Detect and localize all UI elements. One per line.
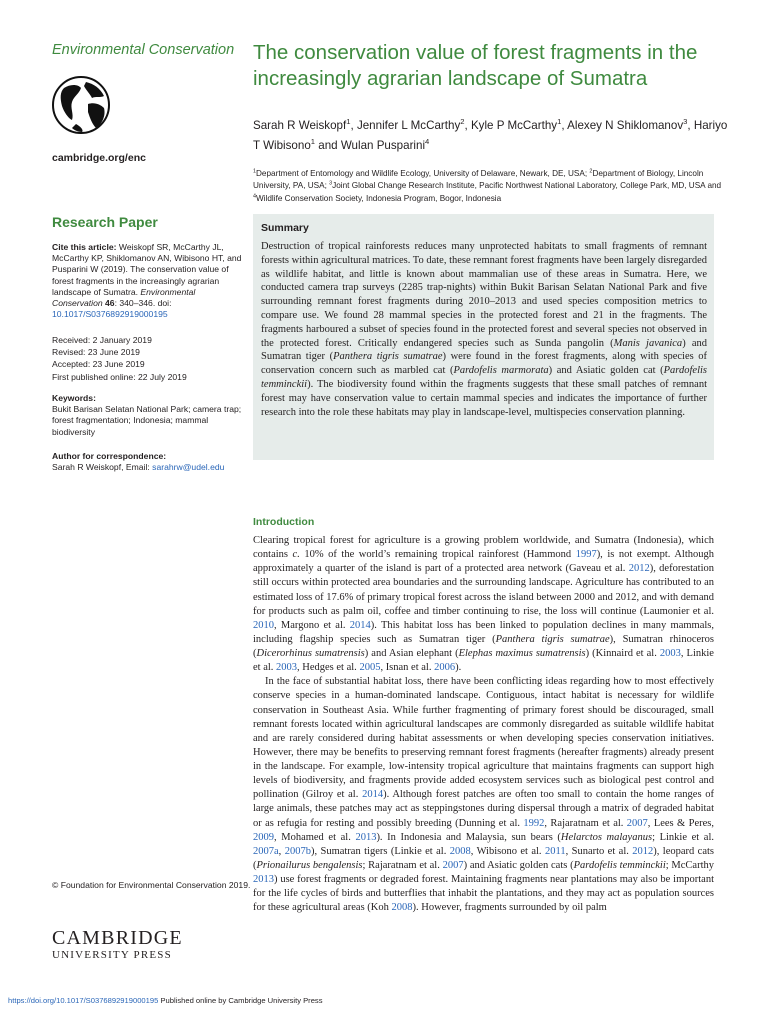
italic-text: Panthera tigris sumatrae: [495, 633, 610, 645]
cite-pages: : 340–346. doi:: [114, 298, 172, 309]
text-run: ,: [278, 845, 285, 857]
summary-text: [261, 240, 707, 419]
author-separator: ,: [687, 119, 694, 132]
citation-link[interactable]: 2014: [362, 789, 384, 801]
author-affiliation-marker: 3: [683, 117, 688, 127]
introduction-paragraph: [253, 675, 714, 915]
cite-text: Weiskopf SR, McCarthy JL, McCarthy KP, Shiklomanov AN, Wibisono HT, and Pusparini W (2019). The conservation value of forest fragments in the increasingly agrarian landscape of Sumatra.: [52, 242, 242, 297]
text-run: ), leopard cats (: [253, 845, 714, 871]
citation-link[interactable]: 2010: [253, 619, 274, 631]
date-revised: Revised: 23 June 2019: [52, 347, 140, 358]
citation-link[interactable]: 2006: [434, 662, 456, 674]
text-run: ) and Sumatran tiger (: [261, 337, 707, 363]
summary-box: [253, 214, 714, 460]
author-name: Hariyo T Wibisono: [253, 119, 728, 152]
cite-label: Cite this article:: [52, 242, 117, 252]
affiliation-text: Department of Biology, Lincoln University, PA, USA;: [253, 169, 704, 191]
text-run: 10% of the world’s remaining tropical rainforest (Hammond: [299, 549, 576, 561]
author-separator: ,: [350, 119, 357, 132]
footer: [8, 996, 323, 1005]
correspondence-label: Author for correspondence:: [52, 451, 167, 461]
citation-link[interactable]: 1992: [523, 817, 545, 829]
citation-link[interactable]: 2007b: [284, 845, 311, 857]
text-run: ; Linkie et al.: [652, 831, 715, 843]
italic-text: Dicerorhinus sumatrensis: [256, 648, 365, 659]
citation-block: [52, 242, 242, 320]
citation-link[interactable]: 2009: [253, 831, 274, 843]
affiliations: [253, 168, 723, 205]
text-run: ), deforestation still occurs within protected area boundaries and the surrounding landscape. Agriculture has contributed to an estimated loss of 17.6% of primary tropical forest across the island between 2000 and 2012, and with demand for products such as palm oil, coffee and timber continuing to rise, the loss will continue (Laumonier et al.: [253, 563, 715, 617]
affiliation-text: Department of Entomology and Wildlife Ecology, University of Delaware, Newark, DE, USA;: [256, 169, 590, 178]
introduction-paragraph: [253, 534, 714, 675]
text-run: Destruction of tropical rainforests reduces many unprotected habitats to small fragments of remnant forests within agricultural matrices. To date, these remnant forest fragments have been largely disregarded as wildlife habitat, and little is known about mammalian use of these areas in Sumatra. Here, we conducted camera trap surveys (2285 trap-nights) within Bukit Barisan Selatan National Park and five surrounding remnant forest fragments during 2010–2013 and used species composition metrics to compare use. We found 28 mammal species in the protected forest and 21 in the fragments. The fragments harboured a subset of species found in the protected forest and several species not observed in the protected forest. Critically endangered species such as Sunda pangolin (: [261, 241, 707, 349]
citation-link[interactable]: 2007a: [253, 845, 279, 857]
text-run: , Rajaratnam et al.: [544, 817, 627, 829]
cite-volume: 46: [105, 298, 115, 309]
citation-link[interactable]: 2007: [442, 859, 464, 871]
citation-link[interactable]: 2005: [359, 662, 381, 674]
text-run: ), Sumatran tigers (Linkie et al.: [310, 845, 450, 857]
text-run: , Hedges et al.: [297, 662, 360, 674]
affiliation-number: 3: [329, 180, 333, 187]
keywords-block: [52, 393, 242, 438]
citation-link[interactable]: 2011: [544, 845, 566, 857]
text-run: ). In Indonesia and Malaysia, sun bears (: [376, 831, 561, 843]
author-name: Wulan Pusparini: [340, 139, 426, 152]
author-affiliation-marker: 2: [460, 117, 465, 127]
author-affiliation-marker: 1: [310, 137, 316, 147]
text-run: ) and Asiatic golden cat (: [548, 365, 664, 377]
summary-heading: Summary: [261, 222, 309, 234]
article-title: The conservation value of forest fragments in the increasingly agrarian landscape of Sumatra: [253, 41, 698, 90]
text-run: ). However, fragments surrounded by oil palm: [412, 902, 607, 914]
correspondence-name: Sarah R Weiskopf, Email:: [52, 462, 153, 473]
keywords-text: Bukit Barisan Selatan National Park; camera trap; forest fragmentation; Indonesia; mammal biodiversity: [52, 404, 242, 437]
italic-text: Pardofelis temminckii: [573, 859, 666, 871]
introduction-body: [253, 534, 714, 915]
citation-link[interactable]: 2013: [355, 831, 377, 843]
citation-link[interactable]: 1997: [575, 549, 597, 561]
citation-link[interactable]: 2003: [659, 648, 681, 659]
keywords-label: Keywords:: [52, 393, 96, 403]
italic-text: Pardofelis temminckii: [261, 365, 707, 390]
text-run: , Margono et al.: [274, 619, 350, 631]
italic-text: Pardofelis marmorata: [453, 365, 549, 377]
affiliation-text: Joint Global Change Research Institute, Pacific Northwest National Laboratory, College Park, MD, USA and: [332, 181, 722, 191]
author-name: Kyle P McCarthy: [470, 119, 558, 132]
author-affiliation-marker: 4: [425, 137, 430, 147]
text-run: In the face of substantial habitat loss, there have been conflicting ideas regarding how to most effectively conserve species in a human-dominated landscape. Contiguous, intact habitat is necessary for wildlife conservation in Southeast Asia. While further fragmenting of primary forest should be discouraged, small remnant forests located within agricultural landscapes are commonly disregarded as suitable wildlife habitat and are rarely considered during habitat assessments or when developing species conservation initiatives. However, there may be benefits to preserving remnant forest fragments (hereafter fragments) already present in the landscape. For example, low-intensity tropical agriculture that maintains fragments can support high levels of biodiversity, and fragments provide added ecosystem services such as biological pest control and pollination (Gilroy et al.: [253, 676, 714, 801]
text-run: ) and Asiatic golden cats (: [463, 859, 574, 871]
text-run: ). Although forest patches are often too small to contain the home ranges of large animals, these patches may act as steppingstones during dispersal through a matrix of degraded habitat or as refugia for resting and possibly breeding (Dunning et al.: [253, 789, 714, 829]
citation-link[interactable]: 2007: [626, 817, 648, 829]
italic-text: Panthera tigris sumatrae: [333, 351, 443, 363]
author-separator: ,: [464, 119, 471, 132]
citation-link[interactable]: 2008: [391, 902, 413, 914]
text-run: ), Sumatran rhinoceros (: [253, 633, 714, 659]
publisher-logo: [52, 928, 202, 962]
text-run: ; McCarthy: [665, 859, 715, 871]
text-run: ). This habitat loss has been linked to population declines in many mammals, including flagship species such as Sumatran tiger (: [253, 619, 714, 645]
author-name: Sarah R Weiskopf: [253, 119, 347, 132]
date-published: First published online: 22 July 2019: [52, 371, 187, 382]
author-affiliation-marker: 1: [346, 117, 351, 127]
italic-text: Elephas maximus sumatrensis: [458, 648, 586, 659]
citation-link[interactable]: 2003: [276, 662, 298, 674]
cite-doi-link[interactable]: 10.1017/S0376892919000195: [52, 309, 168, 320]
journal-name: Environmental Conservation: [52, 42, 235, 58]
article-type: Research Paper: [52, 214, 158, 230]
citation-link[interactable]: 2013: [253, 874, 274, 885]
text-run: ).: [455, 662, 462, 674]
citation-link[interactable]: 2012: [632, 845, 654, 857]
author-list: [253, 116, 733, 156]
text-run: , Sunarto et al.: [565, 845, 633, 857]
text-run: , Lees & Peres,: [647, 817, 714, 829]
text-run: , Wibisono et al.: [470, 845, 545, 857]
citation-link[interactable]: 2012: [628, 563, 650, 575]
author-name: Jennifer L McCarthy: [356, 119, 461, 132]
text-run: ) and Asian elephant (: [364, 648, 459, 659]
italic-text: Prionailurus bengalensis: [256, 859, 363, 871]
citation-link[interactable]: 2008: [449, 845, 471, 857]
text-run: ; Rajaratnam et al.: [362, 859, 443, 871]
globe-icon: [50, 74, 112, 136]
author-separator: and: [315, 139, 341, 152]
affiliation-number: 1: [253, 168, 257, 175]
introduction-heading: Introduction: [253, 516, 315, 528]
author-separator: ,: [561, 119, 568, 132]
correspondence-block: [52, 451, 252, 473]
dates-block: [52, 334, 242, 383]
citation-link[interactable]: 2014: [349, 619, 371, 631]
date-accepted: Accepted: 23 June 2019: [52, 359, 145, 370]
text-run: ) were found in the forest fragments, along with species of conservation concern such as marbled cat (: [261, 351, 708, 377]
copyright: © Foundation for Environmental Conservation 2019.: [52, 880, 251, 890]
footer-doi-link[interactable]: https://doi.org/10.1017/S0376892919000195: [8, 996, 159, 1005]
footer-text: Published online by Cambridge University Press: [158, 996, 323, 1005]
italic-text: Helarctos malayanus: [560, 831, 653, 843]
journal-url[interactable]: cambridge.org/enc: [52, 152, 146, 164]
text-run: ) use forest fragments or degraded forest. Maintaining fragments near plantations may also be important for the life cycles of birds and butterflies that inhabit the plantations, and they may act as population sources for these agricultural areas (Koh: [253, 874, 714, 914]
text-run: ) (Kinnaird et al.: [585, 648, 660, 659]
text-run: ), is not exempt. Although approximately a quarter of the island is part of a protected area network (Gaveau et al.: [253, 549, 714, 575]
cite-journal: Environmental Conservation: [52, 286, 196, 309]
publisher-logo-line2: UNIVERSITY PRESS: [52, 949, 172, 961]
text-run: Clearing tropical forest for agriculture is a growing problem worldwide, and Sumatra (Indonesia), which contains: [253, 535, 714, 561]
date-received: Received: 2 January 2019: [52, 335, 152, 345]
publisher-logo-line1: CAMBRIDGE: [52, 927, 183, 949]
affiliation-number: 2: [589, 168, 593, 175]
text-run: ). The biodiversity found within the fragments suggests that these small patches of remnant forest may have conservation value to certain mammal species and indicates the importance of further research into the role these habitats may play in landscape-level, multispecies conservation planning.: [261, 378, 707, 418]
text-run: , Isnan et al.: [380, 662, 435, 674]
author-affiliation-marker: 1: [557, 117, 562, 127]
author-name: Alexey N Shiklomanov: [567, 119, 684, 132]
text-run: , Mohamed et al.: [274, 831, 356, 843]
italic-text: Manis javanica: [613, 337, 683, 349]
correspondence-email[interactable]: sarahrw@udel.edu: [152, 462, 225, 473]
affiliation-text: Wildlife Conservation Society, Indonesia Program, Bogor, Indonesia: [256, 193, 502, 203]
affiliation-number: 4: [253, 193, 257, 200]
text-run: , Linkie et al.: [253, 648, 714, 674]
italic-text: c.: [292, 549, 300, 561]
